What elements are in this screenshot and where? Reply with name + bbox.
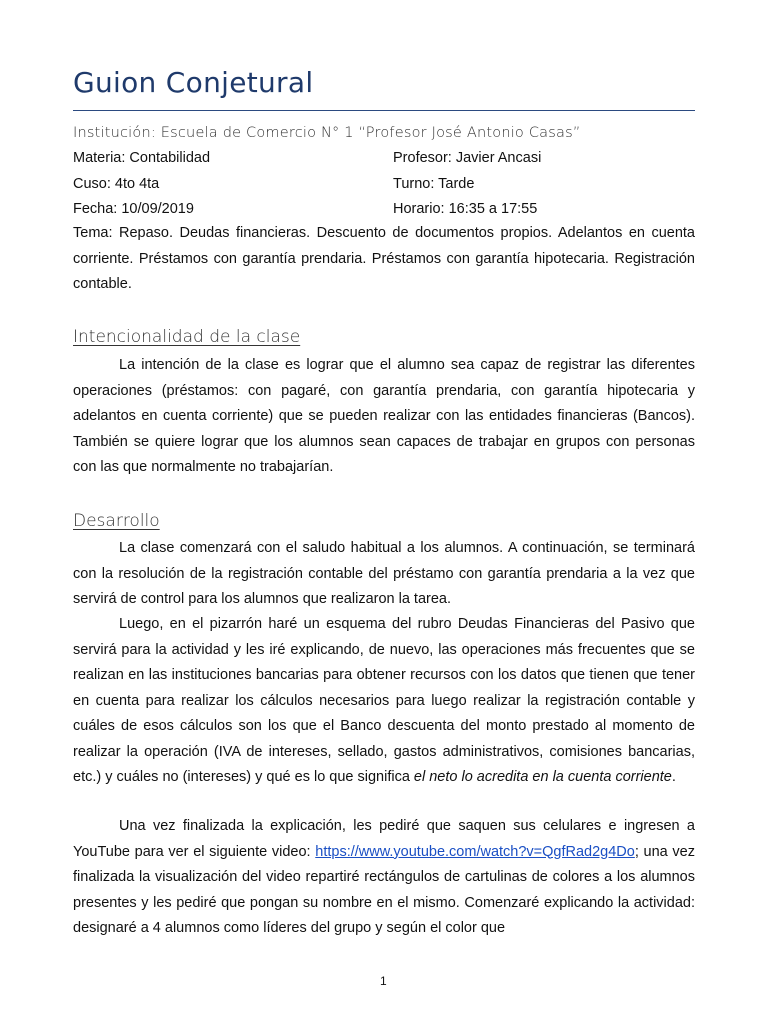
- page-number: 1: [380, 974, 387, 988]
- document-title: Guion Conjetural: [73, 66, 314, 99]
- paragraph-text: ; una vez finalizada la visualización del video repartiré rectángulos de cartulinas de colores a los alumnos presentes y les pediré que pongan su nombre en el mismo. Comenzaré explicando la actividad: designaré a 4 alumnos como líderes del grupo y según el color que: [73, 843, 695, 936]
- paragraph-text: Luego, en el pizarrón haré un esquema del rubro Deudas Financieras del Pasivo que servirá para la actividad y les iré explicando, de nuevo, las operaciones más frecuentes que se realizan en las instituciones bancarias para obtener recursos con los datos que tienen que tener en cuenta para realizar los cálculos necesarios para luego realizar la registración contable y cuáles de esos cálculos son los que el Banco descuenta del monto prestado al momento de realizar la operación (IVA de intereses, sellado, gastos administrativos, comisiones bancarias, etc.) y cuáles no (intereses) y qué es lo que significa: [73, 616, 695, 785]
- tema-paragraph: Tema: Repaso. Deudas financieras. Descuento de documentos propios. Adelantos en cuenta corriente. Préstamos con garantía prendaria. Préstamos con garantía hipotecaria. Registración contable.: [73, 225, 695, 292]
- youtube-link[interactable]: https://www.youtube.com/watch?v=QgfRad2g4Do: [315, 843, 635, 860]
- paragraph-text: Una vez finalizada la explicación, les pediré que saquen sus celulares e ingresen a YouTube para ver el siguiente video:: [73, 818, 695, 860]
- meta-materia: Materia: Contabilidad: [73, 150, 211, 166]
- meta-curso: Cuso: 4to 4ta: [73, 176, 160, 192]
- meta-fecha: Fecha: 10/09/2019: [73, 201, 194, 217]
- meta-turno: Turno: Tarde: [393, 176, 475, 192]
- paragraph-text: .: [671, 769, 676, 785]
- desarrollo-paragraph-3: [73, 814, 695, 942]
- section-heading-intencionalidad: Intencionalidad de la clase: [73, 327, 301, 347]
- meta-profesor: Profesor: Javier Ancasi: [393, 150, 542, 166]
- desarrollo-paragraph-2: [73, 612, 695, 791]
- desarrollo-paragraph-1: La clase comenzará con el saludo habitual a los alumnos. A continuación, se terminará con la resolución de la registración contable del préstamo con garantía prendaria a la vez que servirá de control para los alumnos que realizaron la tarea.: [73, 540, 695, 607]
- section-heading-desarrollo: Desarrollo: [73, 511, 160, 531]
- italic-phrase: el neto lo acredita en la cuenta corriente: [413, 769, 672, 785]
- meta-horario: Horario: 16:35 a 17:55: [393, 201, 538, 217]
- institution-line: Institución: Escuela de Comercio N° 1 “Profesor José Antonio Casas”: [73, 125, 581, 141]
- intencionalidad-paragraph: La intención de la clase es lograr que el alumno sea capaz de registrar las diferentes operaciones (préstamos: con pagaré, con garantía prendaria, con garantía hipotecaria y adelantos en cuenta corriente) que se pueden realizar con las entidades financieras (Bancos). También se quiere lograr que los alumnos sean capaces de trabajar en grupos con personas con las que normalmente no trabajarían.: [73, 357, 695, 475]
- title-rule: [73, 110, 695, 111]
